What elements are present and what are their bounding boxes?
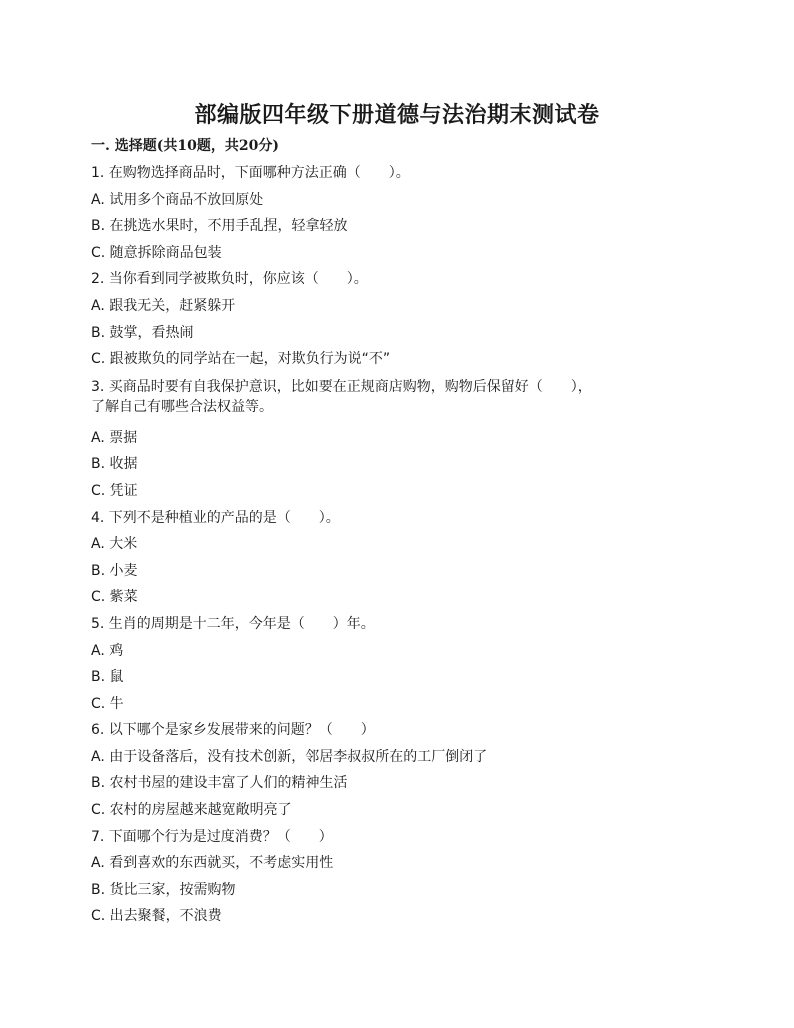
option-c: C. 凭证 [91,482,138,499]
question-stem: 1. 在购物选择商品时，下面哪种方法正确（ ）。 [91,165,410,181]
option-b: B. 鼓掌，看热闹 [91,324,194,341]
option-b: B. 农村书屋的建设丰富了人们的精神生活 [91,775,348,792]
question-stem: 6. 以下哪个是家乡发展带来的问题？（ ） [91,722,375,739]
section-heading: 一. 选择题(共10题，共20分) [91,138,279,154]
option-b: B. 货比三家，按需购物 [91,881,236,898]
option-a: A. 票据 [91,429,138,446]
option-c: C. 牛 [91,695,124,712]
option-a: A. 鸡 [91,642,124,659]
option-b: B. 在挑选水果时，不用手乱捏，轻拿轻放 [91,218,348,235]
question-stem: 4. 下列不是种植业的产品的是（ ）。 [91,509,340,526]
page-title: 部编版四年级下册道德与法治期末测试卷 [194,102,600,128]
option-a: A. 试用多个商品不放回原处 [91,191,264,208]
option-c: C. 跟被欺负的同学站在一起，对欺负行为说“不” [91,351,391,368]
option-a: A. 跟我无关，赶紧躲开 [91,297,236,314]
option-b: B. 收据 [91,456,138,473]
option-a: A. 由于设备落后，没有技术创新，邻居李叔叔所在的工厂倒闭了 [91,748,488,765]
question-stem: 3. 买商品时要有自我保护意识，比如要在正规商店购物，购物后保留好（ ），了解自己有哪些合法权益等。 [91,378,592,415]
option-b: B. 鼠 [91,669,124,686]
option-c: C. 农村的房屋越来越宽敞明亮了 [91,802,292,819]
option-b: B. 小麦 [91,562,138,579]
question-stem: 5. 生肖的周期是十二年，今年是（ ）年。 [91,615,375,632]
option-a: A. 大米 [91,536,138,553]
option-a: A. 看到喜欢的东西就买，不考虑实用性 [91,855,334,872]
question-stem: 2. 当你看到同学被欺负时，你应该（ ）。 [91,271,368,288]
option-c: C. 出去聚餐，不浪费 [91,908,222,925]
option-c: C. 紫菜 [91,589,138,606]
option-c: C. 随意拆除商品包装 [91,244,222,261]
question-list [91,160,611,930]
question-stem: 7. 下面哪个行为是过度消费？（ ） [91,828,333,845]
